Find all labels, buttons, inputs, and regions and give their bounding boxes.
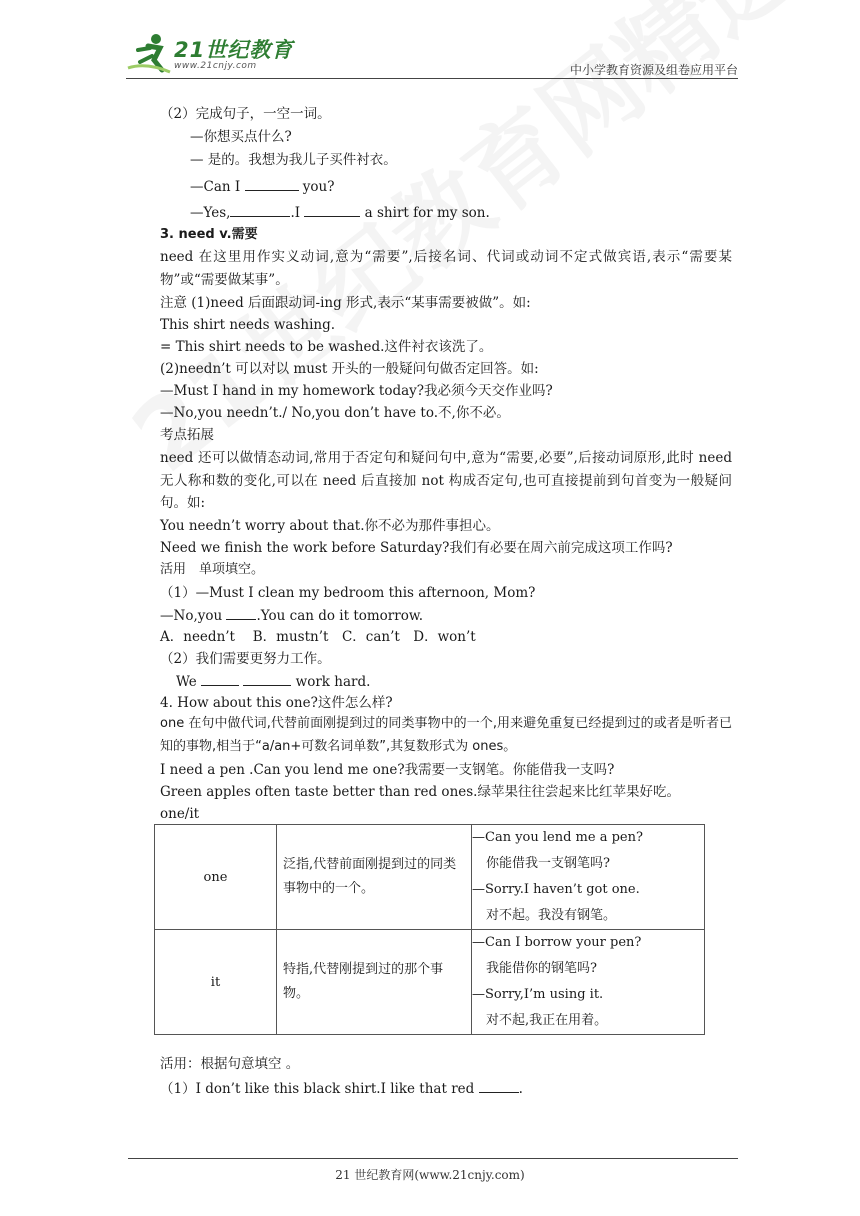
- table-cell-word: one: [155, 825, 277, 930]
- platform-title: 中小学教育资源及组卷应用平台: [569, 63, 738, 77]
- note-line: 注意 (1)need 后面跟动词-ing 形式,表示“某事需要被做”。如:: [160, 295, 531, 311]
- answer-blank[interactable]: [304, 202, 360, 217]
- question-line: （2）我们需要更努力工作。: [160, 651, 331, 667]
- logo-text: 21世纪教育: [174, 38, 294, 62]
- example-line: Need we finish the work before Saturday?我们有必要在周六前完成这项工作吗?: [160, 540, 673, 556]
- note-line: (2)needn’t 可以对以 must 开头的一般疑问句做否定回答。如:: [160, 361, 539, 377]
- example-line: This shirt needs washing.: [160, 317, 336, 333]
- fill-sentence: —Can I you?: [190, 176, 334, 197]
- example-line: —Must I hand in my homework today?我必须今天交作业吗?: [160, 383, 553, 399]
- exercise-instruction: （2）完成句子，一空一词。: [160, 106, 331, 122]
- table-row: [155, 930, 705, 1035]
- table-cell-description: 特指,代替刚提到过的那个事物。: [277, 930, 472, 1035]
- table-cell-description: 泛指,代替前面刚提到过的同类事物中的一个。: [277, 825, 472, 930]
- header-divider: [126, 78, 738, 79]
- table-cell-word: it: [155, 930, 277, 1035]
- comparison-table: [154, 824, 705, 1035]
- example-line: I need a pen .Can you lend me one?我需要一支钢笔。你能借我一支吗?: [160, 762, 615, 778]
- exercise-heading: 活用：根据句意填空 。: [160, 1056, 300, 1072]
- explanation-paragraph: one 在句中做代词,代替前面刚提到过的同类事物中的一个,用来避免重复已经提到过的或者是听者已知的事物,相当于“a/an+可数名词单数”,其复数形式为 ones。: [160, 716, 732, 754]
- fill-sentence: —Yes, .I a shirt for my son.: [190, 202, 490, 223]
- answer-blank[interactable]: [230, 202, 290, 217]
- table-cell-examples: —Can you lend me a pen? 你能借我一支钢笔吗? —Sorry.I haven’t got one. 对不起。我没有钢笔。: [472, 825, 705, 930]
- site-logo: [126, 32, 296, 76]
- exercise-heading: 活用 单项填空。: [160, 562, 265, 577]
- table-caption: one/it: [160, 806, 200, 822]
- example-line: —No,you needn’t./ No,you don’t have to.不,你不必。: [160, 405, 510, 421]
- question-line: （1）—Must I clean my bedroom this afternoon, Mom?: [160, 585, 536, 601]
- runner-icon: [126, 32, 172, 76]
- table-row: [155, 825, 705, 930]
- answer-blank[interactable]: [479, 1078, 519, 1093]
- explanation-paragraph: need 在这里用作实义动词,意为“需要”,后接名词、代词或动词不定式做宾语,表示“需要某物”或“需要做某事”。: [160, 249, 732, 288]
- dialog-line: — 是的。我想为我儿子买件衬衣。: [190, 152, 397, 168]
- example-line: = This shirt needs to be washed.这件衬衣该洗了。: [160, 339, 493, 355]
- example-line: You needn’t worry about that.你不必为那件事担心。: [160, 518, 500, 534]
- section-heading: 3. need v.需要: [160, 227, 258, 242]
- footer-divider: [128, 1158, 738, 1159]
- question-line: —No,you .You can do it tomorrow.: [160, 605, 423, 626]
- answer-blank[interactable]: [245, 176, 299, 191]
- table-cell-examples: —Can I borrow your pen? 我能借你的钢笔吗? —Sorry,I’m using it. 对不起,我正在用着。: [472, 930, 705, 1035]
- section-heading: 4. How about this one?这件怎么样?: [160, 695, 393, 711]
- page-footer: 21 世纪教育网(www.21cnjy.com): [335, 1168, 525, 1182]
- page-header: [126, 30, 738, 80]
- explanation-paragraph: need 还可以做情态动词,常用于否定句和疑问句中,意为“需要,必要”,后接动词原形,此时 need 无人称和数的变化,可以在 need 后直接加 not 构成否定句,也可直接提前到句首变为一般疑问句。如:: [160, 450, 732, 511]
- logo-url: www.21cnjy.com: [174, 61, 257, 71]
- dialog-line: —你想买点什么?: [190, 129, 292, 145]
- answer-blank[interactable]: [243, 671, 291, 686]
- example-line: Green apples often taste better than red ones.绿苹果往往尝起来比红苹果好吃。: [160, 784, 680, 800]
- question-line: We work hard.: [176, 671, 370, 692]
- answer-blank[interactable]: [201, 671, 239, 686]
- answer-options: A．needn’t B．mustn’t C．can’t D．won’t: [160, 629, 476, 645]
- subsection-label: 考点拓展: [160, 427, 214, 443]
- question-line: （1）I don’t like this black shirt.I like that red .: [160, 1078, 523, 1099]
- answer-blank[interactable]: [226, 605, 256, 620]
